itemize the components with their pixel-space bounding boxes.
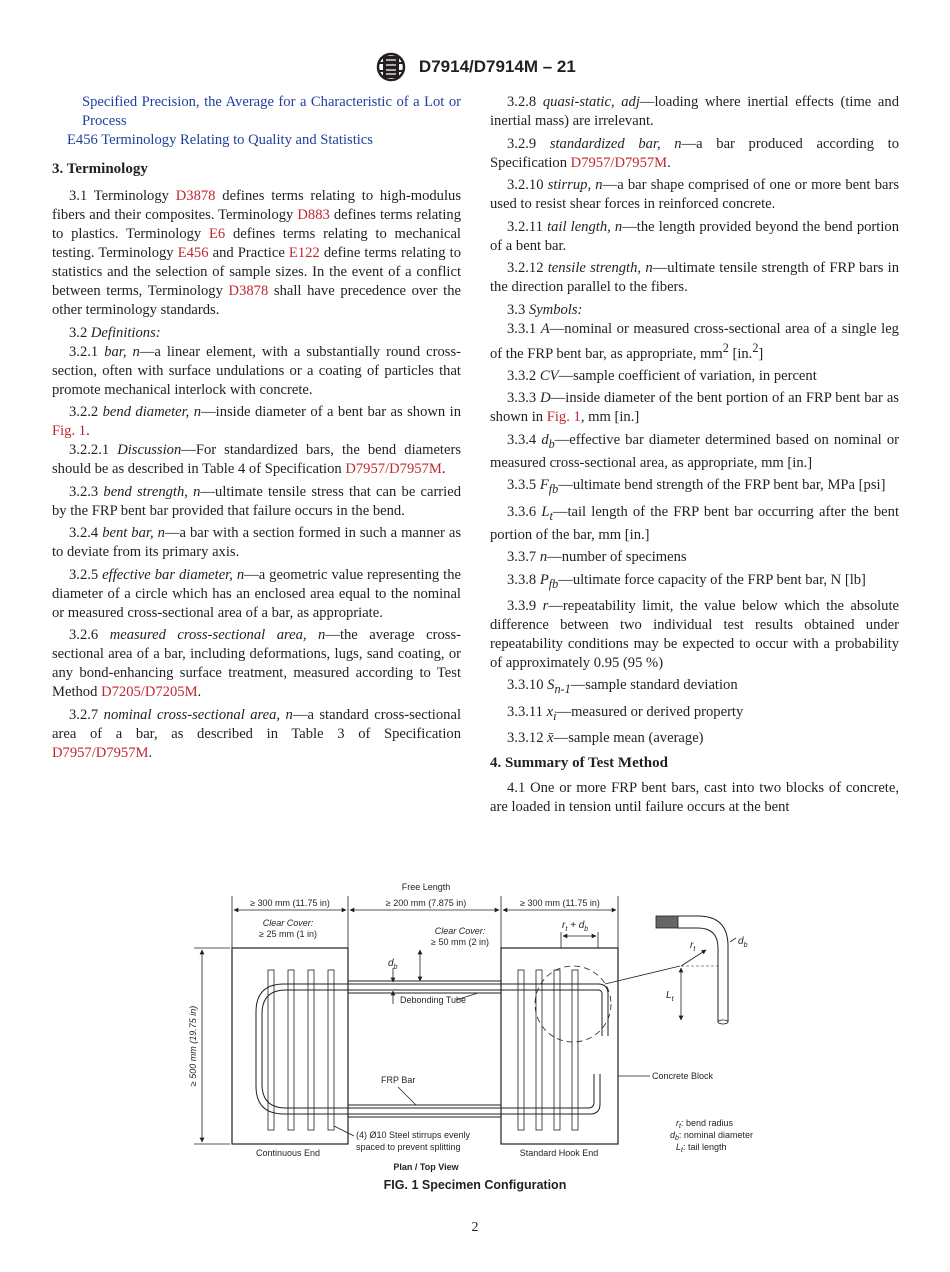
frp-bar-label: FRP Bar xyxy=(381,1075,416,1085)
standard-hook-end-label: Standard Hook End xyxy=(519,1148,599,1158)
hook-detail-circle xyxy=(535,966,611,1042)
symbol-3-3-7: 3.3.7 n—number of specimens xyxy=(507,549,687,566)
para-3-2-7: 3.2.7 nominal cross-sectional area, n—a standard cross-sectional area of a bar, as described in Table 3 of Specification D7957/D7957M. xyxy=(52,706,461,761)
symbol-3-3-2: 3.3.2 CV—sample coefficient of variation, in percent xyxy=(507,367,817,384)
db-label: $d_b$ xyxy=(388,958,398,971)
para-3-2-12: 3.2.12 tensile strength, n—ultimate tensile strength of FRP bars in the direction parallel to the fibers. xyxy=(490,260,899,295)
svg-text:rt: bend radius: $r_t$: bend radius xyxy=(676,1118,733,1130)
link-e122[interactable]: E122 xyxy=(288,245,320,261)
symbol-3-3-6: 3.3.6 $L_t—tail$ length of the FRP bent bar occurring after the bent portion of the bar, mm [in.] xyxy=(490,503,899,543)
standard-hook-end-block xyxy=(501,948,618,1144)
rt-db-label: $r_t + d_b$ xyxy=(562,920,589,933)
page-header xyxy=(0,52,950,82)
link-d3878[interactable]: D3878 xyxy=(175,188,216,204)
para-3-2-6: 3.2.6 measured cross-sectional area, n—the average cross-sectional area of a bar, including deformations, lugs, sand coating, or any bond-enhancing surface treatment, measured according to Test Method D7205/D7205M. xyxy=(52,627,461,700)
clear-cover-2-a: Clear Cover: xyxy=(434,926,486,936)
para-3-2-4: 3.2.4 bent bar, n—a bar with a section formed in such a manner as to deviate from its primary axis. xyxy=(52,525,461,560)
reference-continuation: Specified Precision, the Average for a Characteristic of a Lot or Process xyxy=(82,94,461,129)
dim-left-label: ≥ 300 mm (11.75 in) xyxy=(250,898,330,908)
symbol-3-3-5: 3.3.5 $F_{fb}—ultimate$ bend strength of the FRP bent bar, MPa [psi] xyxy=(507,477,886,497)
link-d883[interactable]: D883 xyxy=(297,207,330,223)
ref-e456-text[interactable]: Terminology Relating to Quality and Statistics xyxy=(101,132,373,148)
inset-lt-label: $L_t$ xyxy=(666,990,674,1003)
para-4-1: 4.1 One or more FRP bent bars, cast into two blocks of concrete, are loaded in tension until failure occurs at the bent xyxy=(490,780,899,816)
reference-e456 xyxy=(52,131,461,150)
continuous-end-block xyxy=(232,948,348,1144)
para-3-2-10: 3.2.10 stirrup, n—a bar shape comprised of one or more bent bars used to resist shear forces in reinforced concrete. xyxy=(490,177,900,212)
figure-1 xyxy=(188,876,768,1176)
hook-detail-inset xyxy=(656,916,736,1024)
link-d7957-b[interactable]: D7957/D7957M xyxy=(52,744,149,761)
para-3-2-9: 3.2.9 standardized bar, n—a bar produced according to Specification D7957/D7957M. xyxy=(490,135,899,171)
debonding-tube-label: Debonding Tube xyxy=(400,995,467,1005)
symbol-3-3-9: 3.3.9 r—repeatability limit, the value below which the absolute difference between two individual test results obtained under repeatability conditions may be expected to occur with a probability of approximately 0.95 (95 %) xyxy=(490,597,899,671)
dim-right-label: ≥ 300 mm (11.75 in) xyxy=(520,898,600,908)
para-3-2-5: 3.2.5 effective bar diameter, n—a geometric value representing the diameter of a circle which has an enclosed area equal to the nominal or measured cross-sectional area of a bar, as appropriate. xyxy=(52,566,461,621)
svg-text:db: nominal diameter: $d_b$: nominal diameter xyxy=(670,1130,753,1142)
para-3-2-8: 3.2.8 quasi-static, adj—loading where inertial effects (time and inertial mass) are irrelevant. xyxy=(490,94,899,129)
symbol-3-3-12: 3.3.12 x̄—sample mean (average) xyxy=(507,730,704,747)
symbol-3-3-11: 3.3.11 $x_i—measured$ or derived property xyxy=(507,703,744,723)
ref-e456-code[interactable]: E456 xyxy=(67,132,98,148)
clear-cover-2-b: ≥ 50 mm (2 in) xyxy=(431,937,489,947)
para-3-3: 3.3 Symbols: xyxy=(507,301,583,318)
para-3-2-11: 3.2.11 tail length, n—the length provided beyond the bend portion of a bent bar. xyxy=(490,218,899,254)
vertical-dim-label: ≥ 500 mm (19.75 in) xyxy=(188,1005,198,1087)
dim-mid-label: ≥ 200 mm (7.875 in) xyxy=(385,898,467,908)
stirrups-note-a: (4) Ø10 Steel stirrups evenly xyxy=(356,1130,471,1140)
symbol-3-3-4: 3.3.4 $d_b—effective$ bar diameter determined based on nominal or measured cross-sectional area, as appropriate, mm [in.] xyxy=(490,431,899,471)
clear-cover-1-a: Clear Cover: xyxy=(262,918,314,928)
symbol-3-3-8: 3.3.8 $P_{fb}—ultimate$ force capacity of the FRP bent bar, N [lb] xyxy=(507,571,866,591)
left-column xyxy=(52,93,461,766)
link-e456[interactable]: E456 xyxy=(177,245,209,261)
concrete-block-label: Concrete Block xyxy=(652,1071,714,1081)
stirrups-note-b: spaced to prevent splitting xyxy=(356,1142,461,1152)
standard-code: D7914/D7914M – 21 xyxy=(418,57,576,76)
continuous-end-label: Continuous End xyxy=(255,1148,321,1158)
para-3-2-2: 3.2.2 bend diameter, n—inside diameter of a bent bar as shown in Fig. 1. xyxy=(52,404,462,439)
section-4-title: 4. Summary of Test Method xyxy=(490,755,668,772)
symbol-3-3-10: 3.3.10 $S_{n-1}—sample$ standard deviation xyxy=(507,677,738,697)
inset-rt-label: $r_t$ xyxy=(690,940,696,953)
para-3-1: 3.1 Terminology D3878 defines terms relating to high-modulus fibers and their composites. Terminology D883 defines terms relating to plastics. Terminology E6 defines terms relating to mechanical testing. Terminology E456 and Practice E122 define terms relating to statistics and the selection of sample sizes. In the event of a conflict between terms, Terminology D3878 shall have precedence over the other terminology standards. xyxy=(52,188,462,318)
page-number: 2 xyxy=(471,1220,479,1235)
stirrups-left xyxy=(268,970,334,1130)
free-length-label: Free Length xyxy=(401,882,451,892)
para-3-2: 3.2 Definitions: xyxy=(69,324,161,341)
figure-caption: FIG. 1 Specimen Configuration xyxy=(383,1178,567,1192)
link-e6[interactable]: E6 xyxy=(209,226,226,242)
symbol-3-3-1: 3.3.1 A—nominal or measured cross-sectional area of a single leg of the FRP bent bar, as appropriate, $mm^2$ [in.$^2$] xyxy=(490,320,899,362)
para-3-2-3: 3.2.3 bend strength, n—ultimate tensile stress that can be carried by the FRP bent bar provided that failure occurs in the bend. xyxy=(52,483,461,519)
clear-cover-1-b: ≥ 25 mm (1 in) xyxy=(259,929,317,939)
stirrups-right xyxy=(518,970,578,1130)
link-d7957[interactable]: D7957/D7957M xyxy=(345,461,442,477)
figure-legend xyxy=(670,1118,753,1154)
link-d7205[interactable]: D7205/D7205M xyxy=(101,684,198,700)
para-3-2-1: 3.2.1 bar, n—a linear element, with a substantially round cross-section, often with surface undulations or a coating of particles that promote mechanical interlock with concrete. xyxy=(52,343,461,398)
link-d3878-b[interactable]: D3878 xyxy=(228,283,269,299)
para-3-2-2-1: 3.2.2.1 Discussion—For standardized bars, the bend diameters should be as described in Table 4 of Specification D7957/D7957M. xyxy=(52,442,461,477)
svg-text:Lt: tail length: $L_t$: tail length xyxy=(676,1142,727,1154)
section-3-title: 3. Terminology xyxy=(52,161,148,177)
plan-view-label: Plan / Top View xyxy=(393,1162,459,1172)
symbol-3-3-3: 3.3.3 D—inside diameter of the bent portion of an FRP bent bar as shown in Fig. 1, mm [in.] xyxy=(490,390,899,426)
astm-logo-icon xyxy=(374,52,408,82)
inset-db-label: $d_b$ xyxy=(738,936,748,949)
link-fig-1[interactable]: Fig. 1 xyxy=(52,423,87,439)
link-d7957-c[interactable]: D7957/D7957M xyxy=(570,154,668,171)
link-fig-1-b[interactable]: Fig. 1 xyxy=(546,409,581,426)
right-column xyxy=(490,93,899,821)
specimen-diagram xyxy=(188,876,768,1176)
